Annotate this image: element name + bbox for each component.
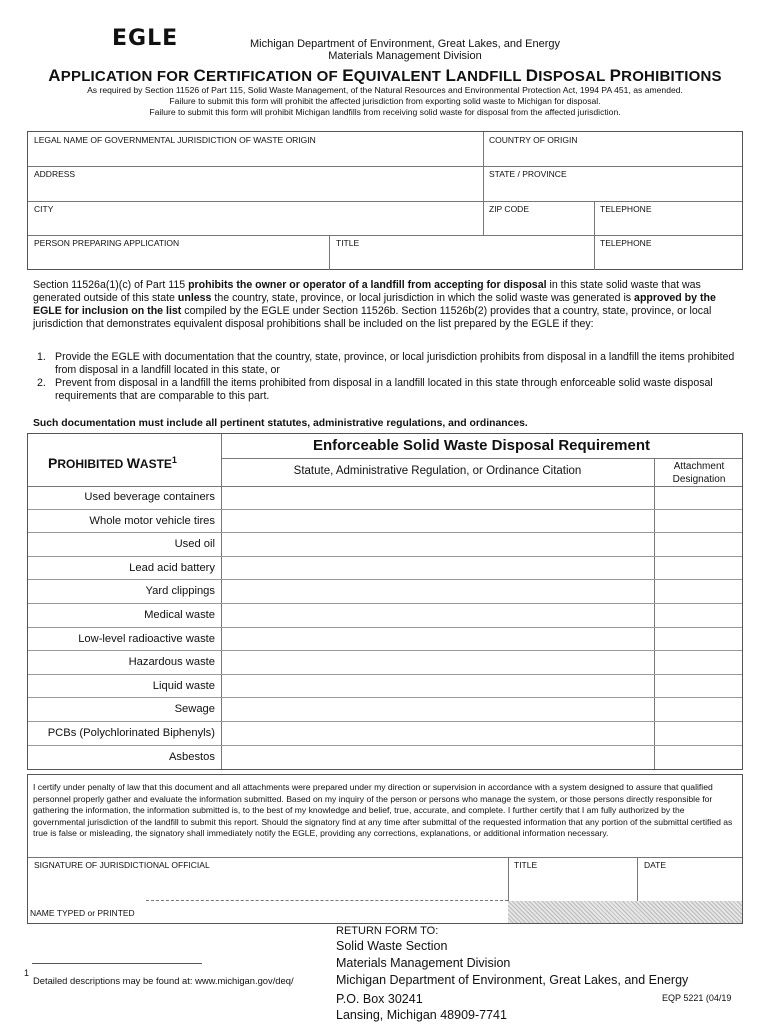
requirement-notice bbox=[20, 85, 750, 118]
list-item bbox=[33, 351, 743, 377]
attachment-cell[interactable] bbox=[655, 557, 742, 580]
date-field[interactable]: DATE bbox=[644, 860, 667, 870]
title-cap: A bbox=[48, 66, 61, 85]
division-name: Materials Management Division bbox=[328, 50, 482, 62]
return-line: P.O. Box 30241 bbox=[336, 992, 423, 1006]
title-cap: L bbox=[445, 66, 457, 85]
return-form-label: RETURN FORM TO: bbox=[336, 925, 439, 937]
header-cap: P bbox=[48, 455, 58, 471]
agency-name: Michigan Department of Environment, Great Lakes, and Energy bbox=[250, 38, 560, 50]
citation-cell[interactable] bbox=[222, 722, 654, 745]
title-part: ROHIBITIONS bbox=[621, 68, 722, 85]
signature-field[interactable]: SIGNATURE OF JURISDICTIONAL OFFICIAL bbox=[34, 860, 210, 870]
footnote-text: Detailed descriptions may be found at: www.michigan.gov/deq/ bbox=[33, 975, 294, 986]
citation-cell[interactable] bbox=[222, 486, 654, 509]
title-part: ERTIFICATION OF bbox=[206, 68, 343, 85]
title-cap: D bbox=[525, 66, 539, 85]
official-title-field[interactable]: TITLE bbox=[514, 860, 538, 870]
text-run: Section 11526a(1)(c) of Part 115 bbox=[33, 279, 189, 291]
bold-run: unless bbox=[177, 292, 212, 304]
text-run: compiled by the EGLE under Section 11526b. Section 11526b(2) provides that a country, state, province, or local jurisdiction that demonstrates equivalent disposal prohibitions shall be included on the list prepared by the EGLE if they: bbox=[33, 305, 712, 330]
attach-line: Attachment bbox=[673, 461, 725, 472]
documentation-note: Such documentation must include all pertinent statutes, administrative regulations, and ordinances. bbox=[33, 418, 528, 429]
return-line: Michigan Department of Environment, Great Lakes, and Energy bbox=[336, 973, 689, 987]
list-number: 1. bbox=[37, 351, 46, 363]
table-row bbox=[28, 698, 742, 722]
jurisdiction-info-grid bbox=[27, 131, 743, 270]
table-row bbox=[28, 675, 742, 699]
waste-item-label: Used oil bbox=[174, 538, 215, 551]
requirement-line: Failure to submit this form will prohibit the affected jurisdiction from exporting solid waste to Michigan for disposal. bbox=[169, 96, 601, 106]
bold-run: approved by the EGLE for inclusion on the list bbox=[33, 292, 716, 317]
person-preparing-field[interactable]: PERSON PREPARING APPLICATION bbox=[34, 238, 180, 248]
header-part: ASTE bbox=[139, 457, 172, 471]
waste-item-label: PCBs (Polychlorinated Biphenyls) bbox=[47, 727, 215, 739]
return-line: Materials Management Division bbox=[336, 956, 511, 970]
citation-header: Statute, Administrative Regulation, or Ordinance Citation bbox=[293, 465, 582, 477]
text-run: the country, state, province, or local jurisdiction in which the solid waste was generated is bbox=[211, 292, 635, 304]
citation-cell[interactable] bbox=[222, 746, 654, 770]
attachment-cell[interactable] bbox=[655, 486, 742, 509]
list-text: Prevent from disposal in a landfill the items prohibited from disposal in a landfill located in this state through enforceable solid waste disposal requirements that are comparable to this part. bbox=[55, 377, 713, 402]
citation-cell[interactable] bbox=[222, 580, 654, 603]
waste-item-label: Low-level radioactive waste bbox=[78, 632, 215, 645]
citation-cell[interactable] bbox=[222, 628, 654, 651]
requirement-line: As required by Section 11526 of Part 115, Solid Waste Management, of the Natural Resources and Environmental Protection Act, 1994 PA 451, as amended. bbox=[87, 85, 683, 95]
waste-item-label: Lead acid battery bbox=[129, 561, 215, 574]
table-row bbox=[28, 510, 742, 534]
waste-item-label: Asbestos bbox=[168, 750, 215, 763]
requirement-header: Enforceable Solid Waste Disposal Requirement bbox=[312, 437, 651, 454]
list-number: 2. bbox=[37, 377, 46, 389]
attachment-cell[interactable] bbox=[655, 580, 742, 603]
shaded-area bbox=[508, 901, 742, 923]
section-text bbox=[33, 279, 743, 331]
table-row bbox=[28, 604, 742, 628]
waste-item-label: Yard clippings bbox=[145, 585, 215, 598]
citation-cell[interactable] bbox=[222, 604, 654, 627]
attachment-cell[interactable] bbox=[655, 698, 742, 721]
title-cap: P bbox=[609, 66, 622, 85]
attachment-cell[interactable] bbox=[655, 604, 742, 627]
bold-run: prohibits the owner or operator of a landfill from accepting for disposal bbox=[188, 279, 547, 291]
text-run: in this state solid waste that was generated outside of this state bbox=[33, 279, 701, 304]
table-row bbox=[28, 746, 742, 770]
table-row bbox=[28, 533, 742, 557]
return-line: Solid Waste Section bbox=[336, 939, 448, 953]
certification-text: I certify under penalty of law that this document and all attachments were prepared under my direction or supervision in accordance with a system designed to assure that qualified personnel properly gather and evaluate the information submitted. Based on my inquiry of the person or persons who manage the system, or those persons directly responsible for gathering the information, the information submitted is, to the best of my knowledge and belief, true, accurate, and complete. I further certify that I am fully authorized by the governmental jurisdiction of the landfill to submit this report. Should the signatory find at any time after submittal of the requested information that any portion of the submittal certified as true is false or misleading, the signatory shall immediately notify the EGLE, providing any corrections, explanations, or additional information necessary. bbox=[33, 782, 733, 839]
attachment-cell[interactable] bbox=[655, 510, 742, 533]
legal-name-field[interactable]: LEGAL NAME OF GOVERNMENTAL JURISDICTION OF WASTE ORIGIN bbox=[34, 135, 316, 145]
city-field[interactable]: CITY bbox=[34, 204, 54, 214]
citation-cell[interactable] bbox=[222, 510, 654, 533]
waste-item-label: Used beverage containers bbox=[84, 491, 215, 503]
list-item bbox=[33, 377, 743, 403]
waste-item-label: Sewage bbox=[174, 703, 215, 716]
prohibited-waste-table bbox=[27, 433, 743, 770]
title-cap: E bbox=[342, 66, 354, 85]
citation-cell[interactable] bbox=[222, 675, 654, 698]
table-row bbox=[28, 722, 742, 746]
title-part: PPLICATION FOR bbox=[60, 68, 194, 85]
title-part: ANDFILL bbox=[456, 68, 526, 85]
waste-item-label: Liquid waste bbox=[152, 679, 215, 692]
citation-cell[interactable] bbox=[222, 557, 654, 580]
footnote-number: 1 bbox=[24, 968, 30, 978]
title-field[interactable]: TITLE bbox=[336, 238, 360, 248]
attach-line: Designation bbox=[672, 474, 726, 485]
title-cap: C bbox=[193, 66, 206, 85]
attachment-cell[interactable] bbox=[655, 628, 742, 651]
prohibited-waste-header bbox=[48, 430, 177, 494]
citation-cell[interactable] bbox=[222, 651, 654, 674]
waste-item-label: Whole motor vehicle tires bbox=[89, 514, 215, 527]
footnote-ref: 1 bbox=[171, 455, 177, 465]
agency-header bbox=[200, 38, 610, 62]
waste-item-label: Hazardous waste bbox=[128, 656, 215, 669]
form-number: EQP 5221 (04/19 bbox=[662, 993, 732, 1003]
attachment-cell[interactable] bbox=[655, 533, 742, 556]
citation-cell[interactable] bbox=[222, 698, 654, 721]
table-row bbox=[28, 580, 742, 604]
table-row bbox=[28, 628, 742, 652]
header-cap: W bbox=[126, 455, 140, 471]
list-text: Provide the EGLE with documentation that the country, state, province, or local jurisdiction prohibits from disposal in a landfill the items prohibited from disposal in a landfill located in this state, or bbox=[55, 351, 735, 376]
name-typed-field[interactable]: NAME TYPED or PRINTED bbox=[30, 908, 135, 918]
title-part: ISPOSAL bbox=[538, 68, 610, 85]
table-row bbox=[28, 651, 742, 675]
address-field[interactable]: ADDRESS bbox=[34, 169, 76, 179]
attachment-cell[interactable] bbox=[655, 675, 742, 698]
header-part: ROHIBITED bbox=[57, 457, 127, 471]
footnote-divider bbox=[32, 963, 202, 964]
title-part: QUIVALENT bbox=[353, 68, 446, 85]
attachment-cell[interactable] bbox=[655, 722, 742, 745]
attachment-cell[interactable] bbox=[655, 746, 742, 770]
attachment-designation-header bbox=[654, 460, 744, 486]
table-row bbox=[28, 486, 742, 510]
waste-item-label: Medical waste bbox=[144, 609, 215, 621]
egle-logo: EGLE bbox=[112, 26, 179, 51]
table-row bbox=[28, 557, 742, 581]
return-line: Lansing, Michigan 48909-7741 bbox=[336, 1008, 507, 1022]
requirement-line: Failure to submit this form will prohibit Michigan landfills from receiving solid waste for disposal from the affected jurisdiction. bbox=[149, 107, 621, 117]
page-title bbox=[20, 66, 750, 86]
attachment-cell[interactable] bbox=[655, 651, 742, 674]
citation-cell[interactable] bbox=[222, 533, 654, 556]
preparer-telephone-field[interactable]: TELEPHONE bbox=[600, 238, 652, 248]
requirement-list bbox=[33, 351, 743, 403]
zip-code-field[interactable]: ZIP CODE bbox=[489, 204, 529, 214]
telephone-field[interactable]: TELEPHONE bbox=[600, 204, 652, 214]
state-province-field[interactable]: STATE / PROVINCE bbox=[489, 169, 567, 179]
country-field[interactable]: COUNTRY OF ORIGIN bbox=[489, 135, 578, 145]
